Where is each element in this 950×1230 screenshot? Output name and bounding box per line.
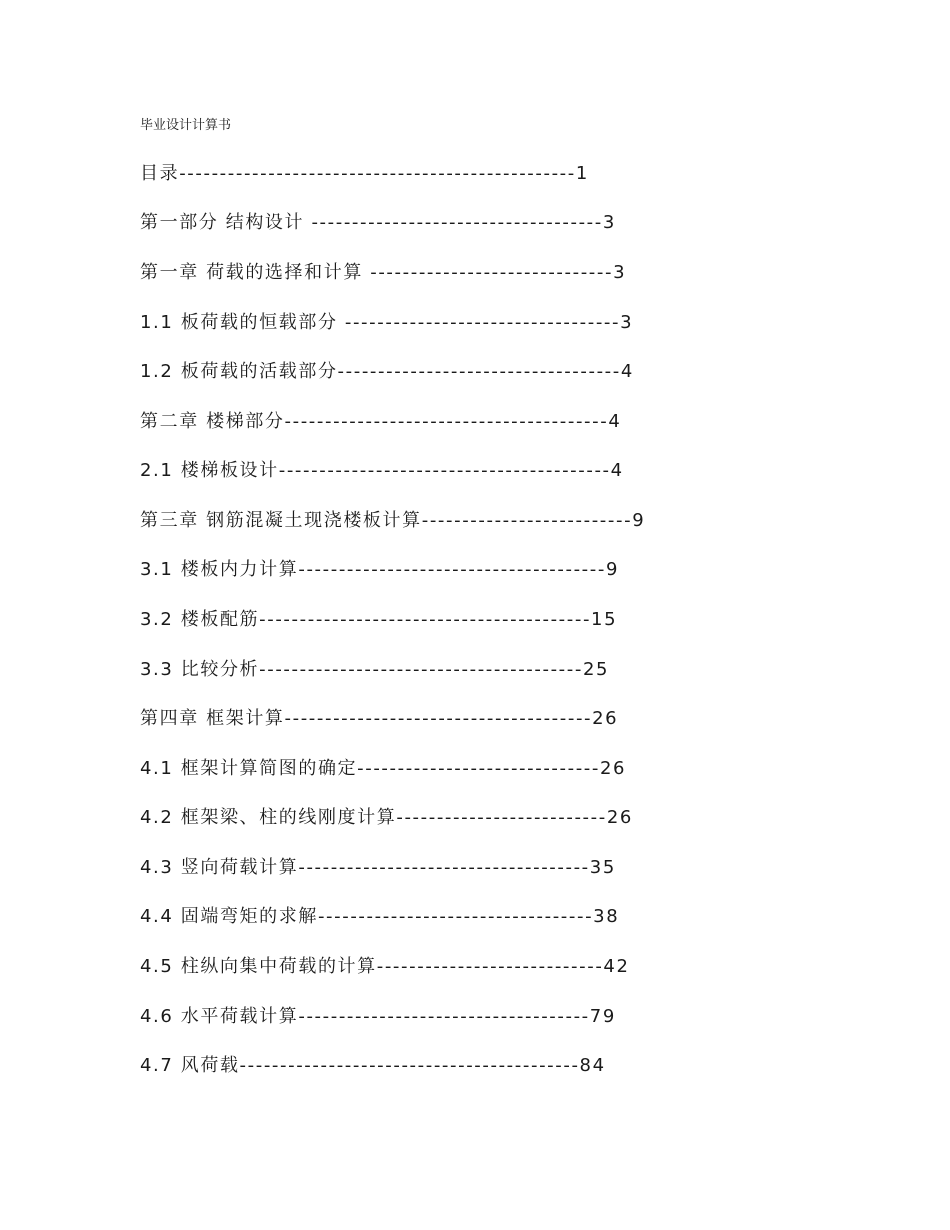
page-header-title: 毕业设计计算书: [140, 118, 232, 133]
toc-entry-4-2: 4.2 框架梁、柱的线刚度计算--------------------------26: [140, 807, 633, 828]
toc-entry-1-1: 1.1 板荷载的恒载部分 ----------------------------------3: [140, 312, 634, 333]
toc-entry-contents: 目录-------------------------------------------------1: [140, 163, 589, 184]
toc-entry-4-1: 4.1 框架计算简图的确定------------------------------26: [140, 758, 627, 779]
toc-entry-3-1: 3.1 楼板内力计算--------------------------------------9: [140, 559, 620, 580]
toc-entry-chapter-4: 第四章 框架计算--------------------------------------26: [140, 708, 619, 729]
toc-entry-4-6: 4.6 水平荷载计算------------------------------------79: [140, 1006, 616, 1027]
toc-entry-1-2: 1.2 板荷载的活载部分-----------------------------------4: [140, 361, 634, 382]
toc-entry-3-3: 3.3 比较分析----------------------------------------25: [140, 659, 610, 680]
toc-entry-3-2: 3.2 楼板配筋-----------------------------------------15: [140, 609, 618, 630]
toc-entry-part-1: 第一部分 结构设计 ------------------------------------3: [140, 212, 616, 233]
toc-entry-4-5: 4.5 柱纵向集中荷载的计算----------------------------42: [140, 956, 630, 977]
toc-entry-2-1: 2.1 楼梯板设计-----------------------------------------4: [140, 460, 624, 481]
toc-entry-chapter-1: 第一章 荷载的选择和计算 ------------------------------3: [140, 262, 627, 283]
toc-entry-chapter-3: 第三章 钢筋混凝土现浇楼板计算--------------------------9: [140, 510, 646, 531]
toc-entry-chapter-2: 第二章 楼梯部分----------------------------------------4: [140, 411, 622, 432]
toc-entry-4-7: 4.7 风荷载------------------------------------------84: [140, 1055, 606, 1076]
toc-entry-4-4: 4.4 固端弯矩的求解----------------------------------38: [140, 906, 620, 927]
toc-entry-4-3: 4.3 竖向荷载计算------------------------------------35: [140, 857, 616, 878]
